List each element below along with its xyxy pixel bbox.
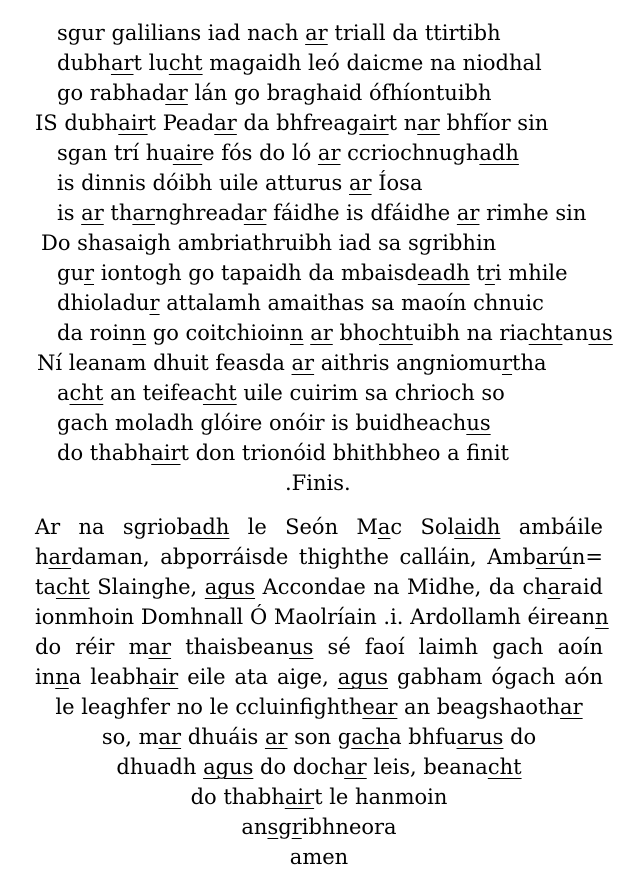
colophon-line [35,752,603,782]
text-segment: do thabh [57,441,152,465]
verse-line [57,438,509,468]
text-segment: a leabh [68,665,149,689]
text-segment: so, m [101,725,159,749]
text-segment: aithris angniomu [314,351,502,375]
underlined-text: ar [158,725,182,749]
verse-line [57,168,422,198]
text-segment: uile cuirim sa chrioch so [236,381,505,405]
text-segment: t don trionóid bhithbheo a finit [180,441,509,465]
colophon-line [35,512,603,542]
verse-line [41,228,496,258]
underlined-text: adh [189,515,230,539]
verse-line [57,258,568,288]
underlined-text: air [148,665,179,689]
text-segment: triall da ttirtibh [327,21,501,45]
text-segment: eile ata aige, [178,665,338,689]
underlined-text: air [284,785,315,809]
text-segment: daman, abporráisde thighthe calláin, Amb [71,545,536,569]
underlined-text: a [377,515,391,539]
text-segment: magaidh leó daicme na niodhal [202,51,542,75]
text-segment: Do shasaigh ambriathruibh iad sa sgribhin [41,231,497,255]
underlined-text: ar [132,201,155,225]
text-segment: .Finis. [285,471,351,495]
text-segment: bhfíor sin [439,111,549,135]
underlined-text: ar [291,351,315,375]
text-segment: Íosa [371,171,423,195]
underlined-text: ar [456,201,480,225]
text-segment: t lu [133,51,169,75]
text-segment: e fós do ló [202,141,318,165]
text-segment: ibhneora [301,815,397,839]
text-segment: gach moladh glóire onóir is buidheach [57,411,467,435]
text-segment: an teifea [103,381,203,405]
underlined-text: cht [168,51,203,75]
colophon-line [35,662,603,692]
underlined-text: ar [317,141,341,165]
colophon-line [35,722,603,752]
underlined-text: ar [148,635,172,659]
underlined-text: agus [203,755,254,779]
underlined-text: n [595,605,609,629]
colophon-line [35,602,609,632]
text-segment: uibh na ria [412,321,529,345]
text-segment: Ní leanam dhuit feasda [37,351,292,375]
underlined-text: n [55,665,69,689]
verse-line [285,468,351,498]
underlined-text: agus [204,575,256,599]
underlined-text: aidh [454,515,501,539]
text-segment: da bhfreag [236,111,360,135]
colophon-line [35,782,603,812]
underlined-text: ar [264,725,288,749]
colophon-line [35,572,603,602]
underlined-text: cht [528,321,563,345]
text-segment: IS dubh [35,111,119,135]
text-segment: a [57,381,70,405]
verse-line [57,198,586,228]
underlined-text: air [118,111,148,135]
text-segment: raid [560,575,603,599]
verse-line [57,318,613,348]
text-segment: Accondae na Midhe, da ch [255,575,548,599]
text-segment: nghread [154,201,244,225]
text-segment: gu [57,261,84,285]
underlined-text: a [547,575,561,599]
underlined-text: arú [535,545,572,569]
text-segment: i mhile [494,261,568,285]
text-segment: th [103,201,133,225]
text-segment: is [57,201,82,225]
text-segment: leis, beana [366,755,488,779]
text-segment: ionmhoin Domhnall Ó Maolríain .i. Ardollamh éirean [35,605,596,629]
text-segment: an beagshaoth [397,695,561,719]
underlined-text: r [83,261,95,285]
underlined-text: cht [379,321,413,345]
colophon-line [35,842,603,872]
text-segment: sé faoí laimh gach aoín [313,635,603,659]
text-segment: t n [388,111,418,135]
text-segment: gabham ógach aón [388,665,603,689]
underlined-text: ar [81,201,104,225]
colophon-line [35,632,603,662]
text-segment: a bhfu [389,725,457,749]
text-segment: dhuadh [116,755,204,779]
text-segment: attalamh amaithas sa maoín chnuic [159,291,544,315]
verse-line [57,288,544,318]
verse-line [57,408,491,438]
underlined-text: adh [479,141,519,165]
text-segment: go rabhad [57,81,166,105]
underlined-text: ear [362,695,398,719]
underlined-text: us [289,635,314,659]
underlined-text: air [151,441,181,465]
underlined-text: air [172,141,203,165]
text-segment: fáidhe is dfáidhe [266,201,457,225]
verse-line [57,48,542,78]
text-segment: go coitchioin [146,321,290,345]
text-segment: do doch [253,755,345,779]
text-segment: t [469,261,485,285]
text-segment: dubh [57,51,111,75]
underlined-text: air [359,111,389,135]
text-segment: son g [287,725,352,749]
underlined-text: s [267,815,279,839]
underlined-text: us [466,411,491,435]
text-segment: Ar na sgriob [35,515,190,539]
underlined-text: cht [69,381,104,405]
text-segment: g [278,815,292,839]
verse-line [57,78,492,108]
text-segment: rimhe sin [479,201,587,225]
underlined-text: ar [110,51,134,75]
text-segment: h [35,545,49,569]
text-segment: ambáile [500,515,603,539]
text-segment: le leaghfer no le ccluinfighth [55,695,363,719]
colophon-line [35,812,603,842]
underlined-text: cht [487,755,522,779]
underlined-text: n [132,321,147,345]
underlined-text: ar [310,321,333,345]
text-segment: n= [571,545,603,569]
verse-line [57,378,505,408]
verse-line [57,138,519,168]
underlined-text: arus [456,725,504,749]
text-segment: bho [332,321,380,345]
verse-line [37,348,547,378]
text-segment: sgur galilians iad nach [57,21,306,45]
underlined-text: r [149,291,160,315]
text-segment: is dinnis dóibh uile atturus [57,171,349,195]
underlined-text: r [291,815,302,839]
underlined-text: eadh [417,261,470,285]
colophon-line [35,692,603,722]
underlined-text: ar [349,171,372,195]
text-segment: dhioladu [57,291,150,315]
text-segment: tha [512,351,547,375]
text-segment: in [35,665,56,689]
underlined-text: cht [55,575,90,599]
text-segment: Slainghe, [89,575,205,599]
underlined-text: ar [560,695,583,719]
verse-line [57,18,501,48]
underlined-text: r [502,351,513,375]
underlined-text: ar [305,21,328,45]
text-segment: da roin [57,321,133,345]
text-segment: ta [35,575,56,599]
underlined-text: ar [165,81,188,105]
text-segment: t le hanmoin [314,785,448,809]
text-segment: do [503,725,537,749]
text-segment: an [562,321,589,345]
text-segment: thaisbean [171,635,290,659]
underlined-text: agus [337,665,389,689]
text-segment: do réir m [35,635,149,659]
underlined-text: ar [48,545,72,569]
text-segment: an [241,815,268,839]
verse-line [35,108,548,138]
text-segment: c Sol [390,515,455,539]
underlined-text: cht [202,381,237,405]
underlined-text: ar [344,755,367,779]
text-segment: t Pead [147,111,215,135]
underlined-text: r [484,261,495,285]
text-segment: amen [289,845,349,869]
underlined-text: ar [214,111,237,135]
text-segment: le Seón M [229,515,378,539]
underlined-text: us [588,321,613,345]
text-segment: sgan trí hu [57,141,173,165]
underlined-text: ar [417,111,440,135]
text-segment: ccriochnugh [340,141,480,165]
colophon-line [35,542,603,572]
underlined-text: ar [243,201,267,225]
underlined-text: ach [351,725,390,749]
text-segment: do thabh [190,785,285,809]
underlined-text: n [289,321,304,345]
text-segment: lán go braghaid ófhíontuibh [187,81,492,105]
text-segment: iontogh go tapaidh da mbaisd [94,261,418,285]
text-segment: dhuáis [181,725,265,749]
